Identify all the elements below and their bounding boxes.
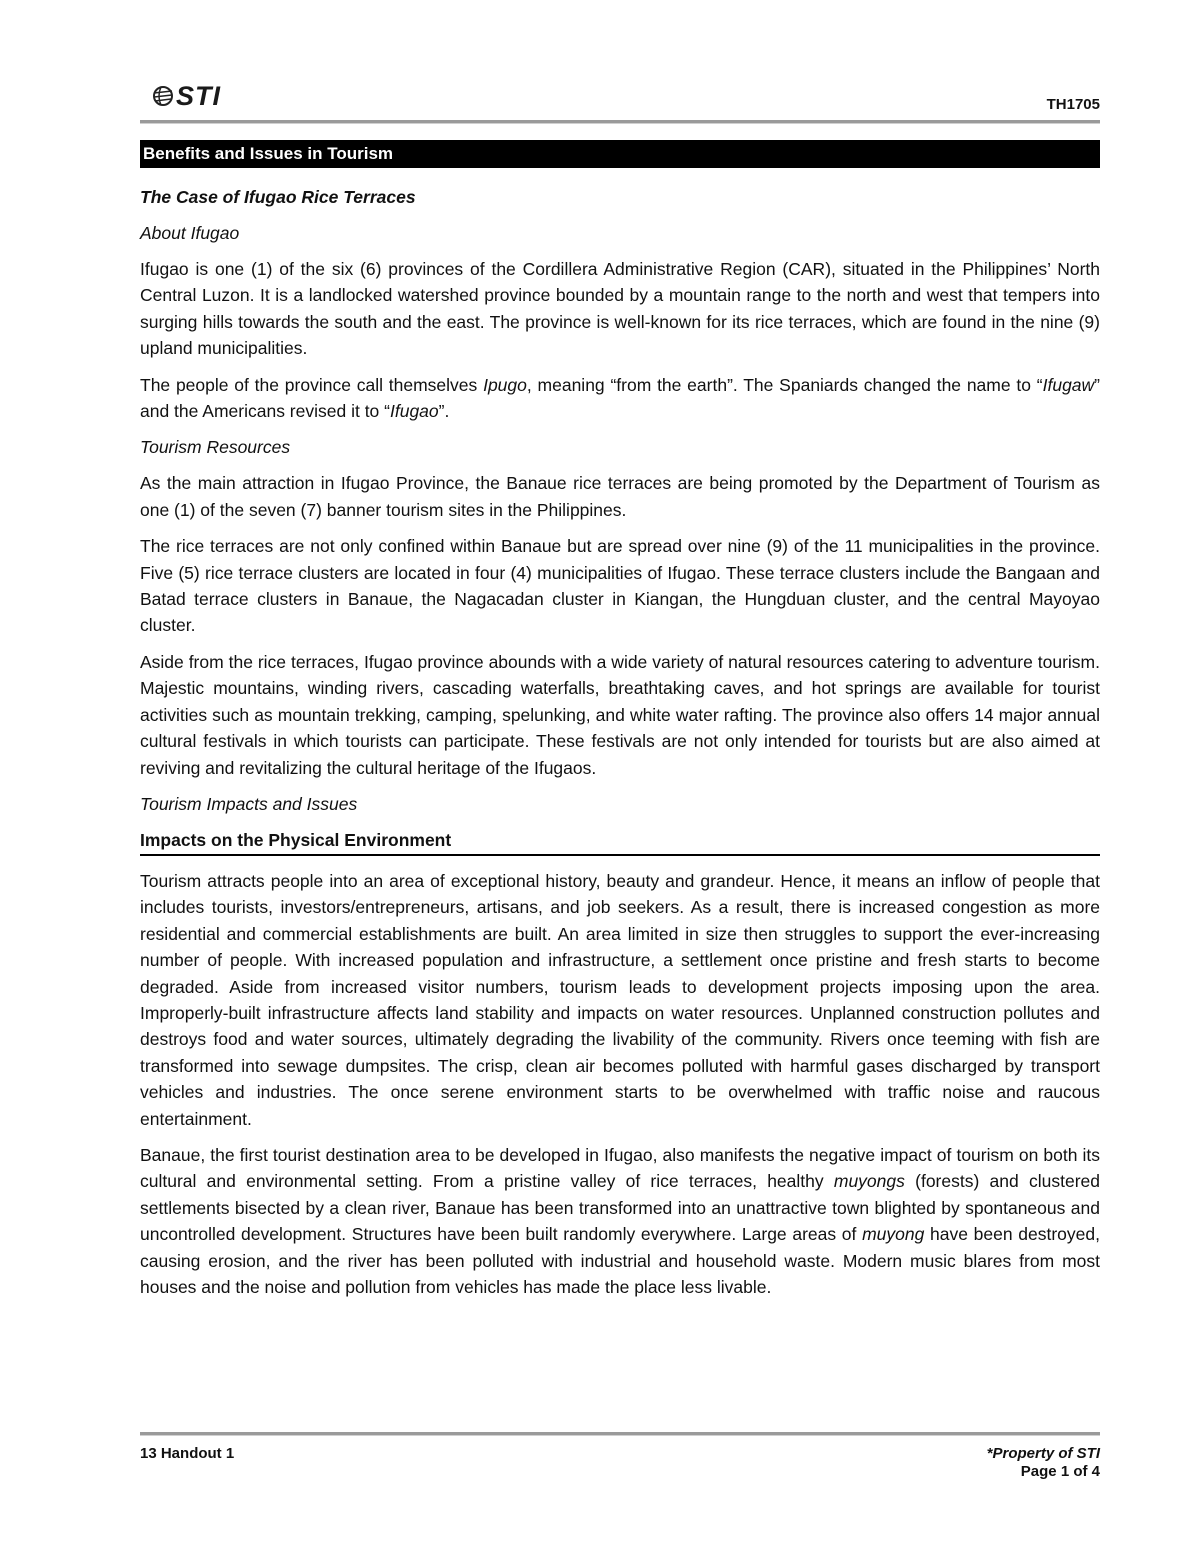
footer-divider — [140, 1432, 1100, 1435]
about-paragraph-2: The people of the province call themselves Ipugo, meaning “from the earth”. The Spaniards changed the name to “Ifugaw” and the Americans revised it to “Ifugao”. — [140, 374, 1100, 422]
about-heading: About Ifugao — [140, 223, 240, 243]
resources-heading: Tourism Resources — [140, 437, 291, 458]
header-divider — [140, 120, 1100, 123]
logo-text: STI — [176, 80, 222, 111]
sti-globe-icon — [152, 82, 174, 110]
document-code: TH1705 — [1046, 96, 1100, 113]
resources-paragraph-1: As the main attraction in Ifugao Province, the Banaue rice terraces are being promoted by the Department of Tourism as one (1) of the seven (7) banner tourism sites in the Philippines. — [140, 473, 1100, 520]
footer-handout-label: 13 Handout 1 — [140, 1445, 235, 1462]
term-muyong: muyong — [862, 1224, 925, 1245]
sti-logo — [152, 80, 221, 112]
physical-environment-heading: Impacts on the Physical Environment — [140, 827, 1100, 856]
term-muyongs: muyongs — [833, 1171, 905, 1192]
resources-paragraph-2: The rice terraces are not only confined within Banaue but are spread over nine (9) of the 11 municipalities in the province. Five (5) rice terrace clusters are located in four (4) municipalities of Ifugao. These terrace clusters include the Bangaan and Batad terrace clusters in Banaue, the Nagacadan cluster in Kiangan, the Hungduan cluster, and the central Mayoyao cluster. — [140, 536, 1100, 636]
section-title-bar: Benefits and Issues in Tourism — [140, 140, 1100, 168]
impacts-heading: Tourism Impacts and Issues — [140, 793, 358, 814]
term-ipugo: Ipugo — [483, 374, 527, 395]
term-ifugaw: Ifugaw — [1042, 374, 1095, 395]
term-ifugao: Ifugao — [389, 401, 439, 422]
case-title: The Case of Ifugao Rice Terraces — [140, 187, 416, 207]
about-paragraph-1: Ifugao is one (1) of the six (6) provinces of the Cordillera Administrative Region (CAR), situated in the Philippines’ North Central Luzon. It is a landlocked watershed province bounded by a mountain range to the north and west that tempers into surging hills towards the south and the east. The province is well-known for its rice terraces, which are found in the nine (9) upland municipalities. — [140, 259, 1100, 359]
footer-property: *Property of STI — [986, 1445, 1100, 1462]
document-body — [140, 140, 1100, 1310]
footer-right — [987, 1445, 1100, 1481]
physical-paragraph-1: Tourism attracts people into an area of exceptional history, beauty and grandeur. Hence, it means an inflow of people that includes tourists, investors/entrepreneurs, artisans, and job seekers. As a result, there is increased congestion as more residential and commercial establishments are built. An area limited in size then struggles to support the ever-increasing number of people. With increased population and infrastructure, a settlement once pristine and fresh starts to become degraded. Aside from increased visitor numbers, tourism leads to development projects imposing upon the area. Improperly-built infrastructure affects land stability and impacts on water resources. Unplanned construction pollutes and destroys food and water sources, ultimately degrading the livability of the community. Rivers once teeming with fish are transformed into sewage dumpsites. The crisp, clean air becomes polluted with harmful gases discharged by transport vehicles and industries. The once serene environment starts to be overwhelmed with traffic noise and raucous entertainment. — [140, 870, 1100, 1129]
footer-page-number: Page 1 of 4 — [1020, 1463, 1100, 1480]
physical-paragraph-2: Banaue, the first tourist destination area to be developed in Ifugao, also manifests the negative impact of tourism on both its cultural and environmental setting. From a pristine valley of rice terraces, healthy muyongs (forests) and clustered settlements bisected by a clean river, Banaue has been transformed into an unattractive town blighted by spontaneous and uncontrolled development. Structures have been built randomly everywhere. Large areas of muyong have been destroyed, causing erosion, and the river has been polluted with industrial and household waste. Modern music blares from most houses and the noise and pollution from vehicles has made the place less livable. — [140, 1144, 1100, 1297]
resources-paragraph-3: Aside from the rice terraces, Ifugao province abounds with a wide variety of natural resources catering to adventure tourism. Majestic mountains, winding rivers, cascading waterfalls, breathtaking caves, and hot springs are available for tourist activities such as mountain trekking, camping, spelunking, and white water rafting. The province also offers 14 major annual cultural festivals in which tourists can participate. These festivals are not only intended for tourists but are also aimed at reviving and revitalizing the cultural heritage of the Ifugaos. — [140, 651, 1100, 778]
